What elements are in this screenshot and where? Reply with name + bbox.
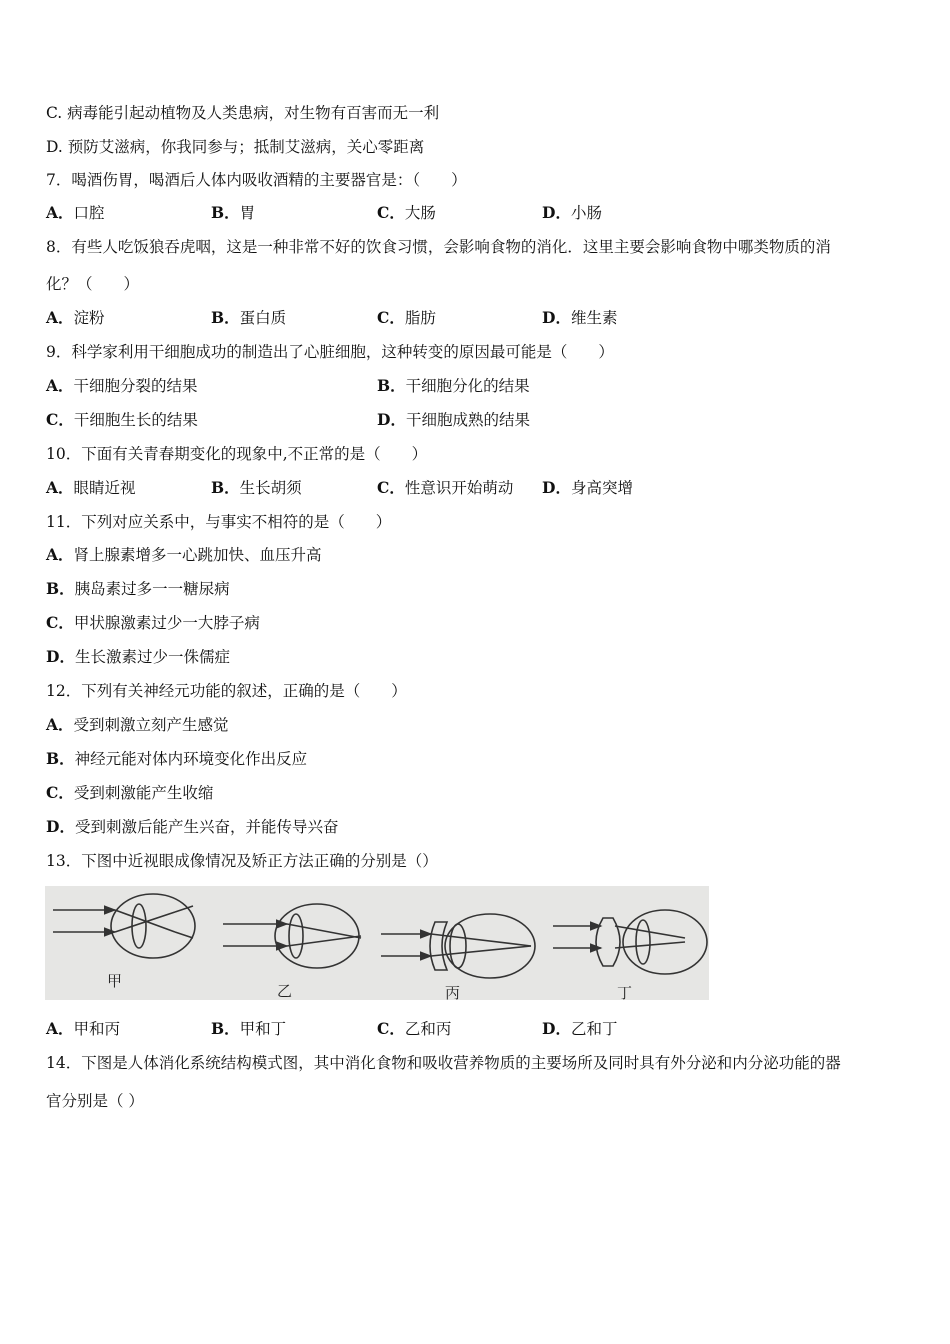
q10-option-b[interactable]: B．生长胡须 [211, 478, 302, 497]
figure-label-ding: 丁 [617, 984, 633, 1000]
q9-option-c[interactable]: C．干细胞生长的结果 [46, 410, 198, 429]
q7-option-a[interactable]: A．口腔 [46, 203, 105, 222]
q8-option-c[interactable]: C．脂肪 [377, 308, 436, 327]
eye-bing [381, 914, 535, 978]
q9-option-b[interactable]: B．干细胞分化的结果 [377, 376, 530, 395]
q6-option-c: C. 病毒能引起动植物及人类患病，对生物有百害而无一利 [46, 104, 440, 122]
q13-stem: 13．下图中近视眼成像情况及矫正方法正确的分别是（） [46, 852, 438, 870]
figure-label-jia: 甲 [107, 972, 123, 990]
q13-option-d[interactable]: D．乙和丁 [542, 1019, 618, 1038]
q8-stem-line2: 化？（ ） [46, 275, 140, 293]
eye-diagram-svg [45, 886, 709, 1000]
q12-option-b[interactable]: B．神经元能对体内环境变化作出反应 [46, 749, 308, 768]
eye-diagram-figure [45, 886, 709, 1000]
q7-option-b[interactable]: B．胃 [211, 203, 256, 222]
q8-stem-line1: 8．有些人吃饭狼吞虎咽，这是一种非常不好的饮食习惯，会影响食物的消化．这里主要会影响食物中哪类物质的消 [46, 238, 831, 256]
q12-option-c[interactable]: C．受到刺激能产生收缩 [46, 783, 214, 802]
q9-stem: 9．科学家利用干细胞成功的制造出了心脏细胞，这种转变的原因最可能是（ ） [46, 343, 614, 361]
eye-ding [553, 910, 707, 974]
q6-option-d: D. 预防艾滋病，你我同参与；抵制艾滋病，关心零距离 [46, 138, 425, 156]
q13-option-b[interactable]: B．甲和丁 [211, 1019, 287, 1038]
q10-option-a[interactable]: A．眼睛近视 [46, 478, 136, 497]
q10-option-c[interactable]: C．性意识开始萌动 [377, 478, 514, 497]
eye-jia [53, 894, 195, 958]
q8-option-a[interactable]: A．淀粉 [46, 308, 105, 327]
q7-option-d[interactable]: D．小肠 [542, 203, 602, 222]
q13-option-a[interactable]: A．甲和丙 [46, 1019, 121, 1038]
q10-option-d[interactable]: D．身高突增 [542, 478, 633, 497]
q14-stem-line1: 14．下图是人体消化系统结构模式图，其中消化食物和吸收营养物质的主要场所及同时具有外分泌和内分泌功能的器 [46, 1054, 841, 1072]
q11-option-d[interactable]: D．生长激素过少一侏儒症 [46, 647, 230, 666]
q7-option-c[interactable]: C．大肠 [377, 203, 436, 222]
eye-yi [223, 904, 361, 968]
q12-stem: 12．下列有关神经元功能的叙述，正确的是（ ） [46, 682, 407, 700]
q13-option-c[interactable]: C．乙和丙 [377, 1019, 452, 1038]
q11-stem: 11．下列对应关系中，与事实不相符的是（ ） [46, 513, 392, 531]
q9-option-a[interactable]: A．干细胞分裂的结果 [46, 376, 198, 395]
q11-option-a[interactable]: A．肾上腺素增多一心跳加快、血压升高 [46, 545, 322, 564]
q11-option-c[interactable]: C．甲状腺激素过少一大脖子病 [46, 613, 260, 632]
figure-label-bing: 丙 [445, 984, 461, 1000]
q8-option-b[interactable]: B．蛋白质 [211, 308, 287, 327]
q11-option-b[interactable]: B．胰岛素过多一一糖尿病 [46, 579, 230, 598]
q12-option-d[interactable]: D．受到刺激后能产生兴奋，并能传导兴奋 [46, 817, 339, 836]
q10-stem: 10．下面有关青春期变化的现象中,不正常的是（ ） [46, 445, 428, 463]
q12-option-a[interactable]: A．受到刺激立刻产生感觉 [46, 715, 229, 734]
q7-stem: 7．喝酒伤胃，喝酒后人体内吸收酒精的主要器官是：（ ） [46, 171, 467, 189]
q14-stem-line2: 官分别是（ ） [46, 1092, 144, 1110]
figure-label-yi: 乙 [277, 982, 293, 1000]
q8-option-d[interactable]: D．维生素 [542, 308, 618, 327]
q9-option-d[interactable]: D．干细胞成熟的结果 [377, 410, 530, 429]
